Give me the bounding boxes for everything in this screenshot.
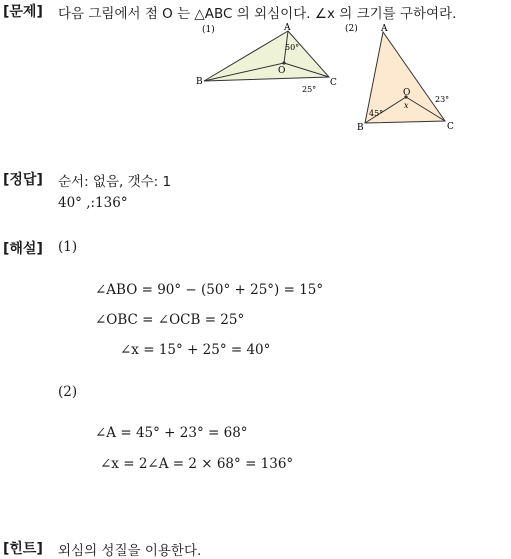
figure-2 — [343, 20, 463, 135]
figure-2-label-a: A — [381, 24, 388, 34]
figure-1-angle-top: 50° — [285, 43, 300, 52]
figure-1-label-a: A — [284, 23, 291, 33]
problem-text: 다음 그림에서 점 O 는 △ABC 의 외심이다. ∠x 의 크기를 구하여라. — [58, 6, 457, 22]
hint-text: 외심의 성질을 이용한다. — [58, 543, 202, 559]
figure-2-label: (2) — [345, 24, 358, 34]
answer-tag: [정답] — [3, 172, 43, 188]
figure-1-label-b: B — [196, 77, 203, 87]
solution-line-5: ∠x = 2∠A = 2 × 68° = 136° — [100, 456, 294, 472]
figure-2-label-b: B — [357, 123, 364, 133]
figure-2-label-c: C — [447, 122, 454, 132]
solution-line-2: ∠OBC = ∠OCB = 25° — [95, 312, 245, 328]
solution-line-3: ∠x = 15° + 25° = 40° — [120, 342, 271, 358]
solution-line-1: ∠ABO = 90° − (50° + 25°) = 15° — [95, 282, 324, 298]
figure-1-angle-bottom: 25° — [302, 85, 317, 94]
solution-line-4: ∠A = 45° + 23° = 68° — [95, 425, 248, 441]
figure-2-angle-right: 23° — [435, 95, 450, 104]
figure-2-label-o: O — [403, 88, 411, 98]
solution-tag: [해설] — [3, 241, 43, 257]
solution-part1-label: (1) — [58, 239, 78, 255]
problem-tag: [문제] — [3, 4, 43, 20]
hint-tag: [힌트] — [3, 541, 43, 557]
figure-1-label-c: C — [330, 78, 337, 88]
solution-part2-label: (2) — [58, 384, 78, 400]
figure-1-label: (1) — [202, 25, 215, 35]
figure-2-angle-x: x — [404, 101, 409, 110]
figure-1 — [196, 20, 341, 98]
answer-value: 40° ,:136° — [58, 195, 128, 211]
figure-1-triangle — [204, 31, 329, 81]
figure-1-point-o — [282, 61, 285, 64]
figure-2-angle-left: 45° — [369, 109, 384, 118]
figure-1-label-o: O — [278, 66, 286, 76]
answer-meta: 순서: 없음, 갯수: 1 — [58, 174, 172, 190]
